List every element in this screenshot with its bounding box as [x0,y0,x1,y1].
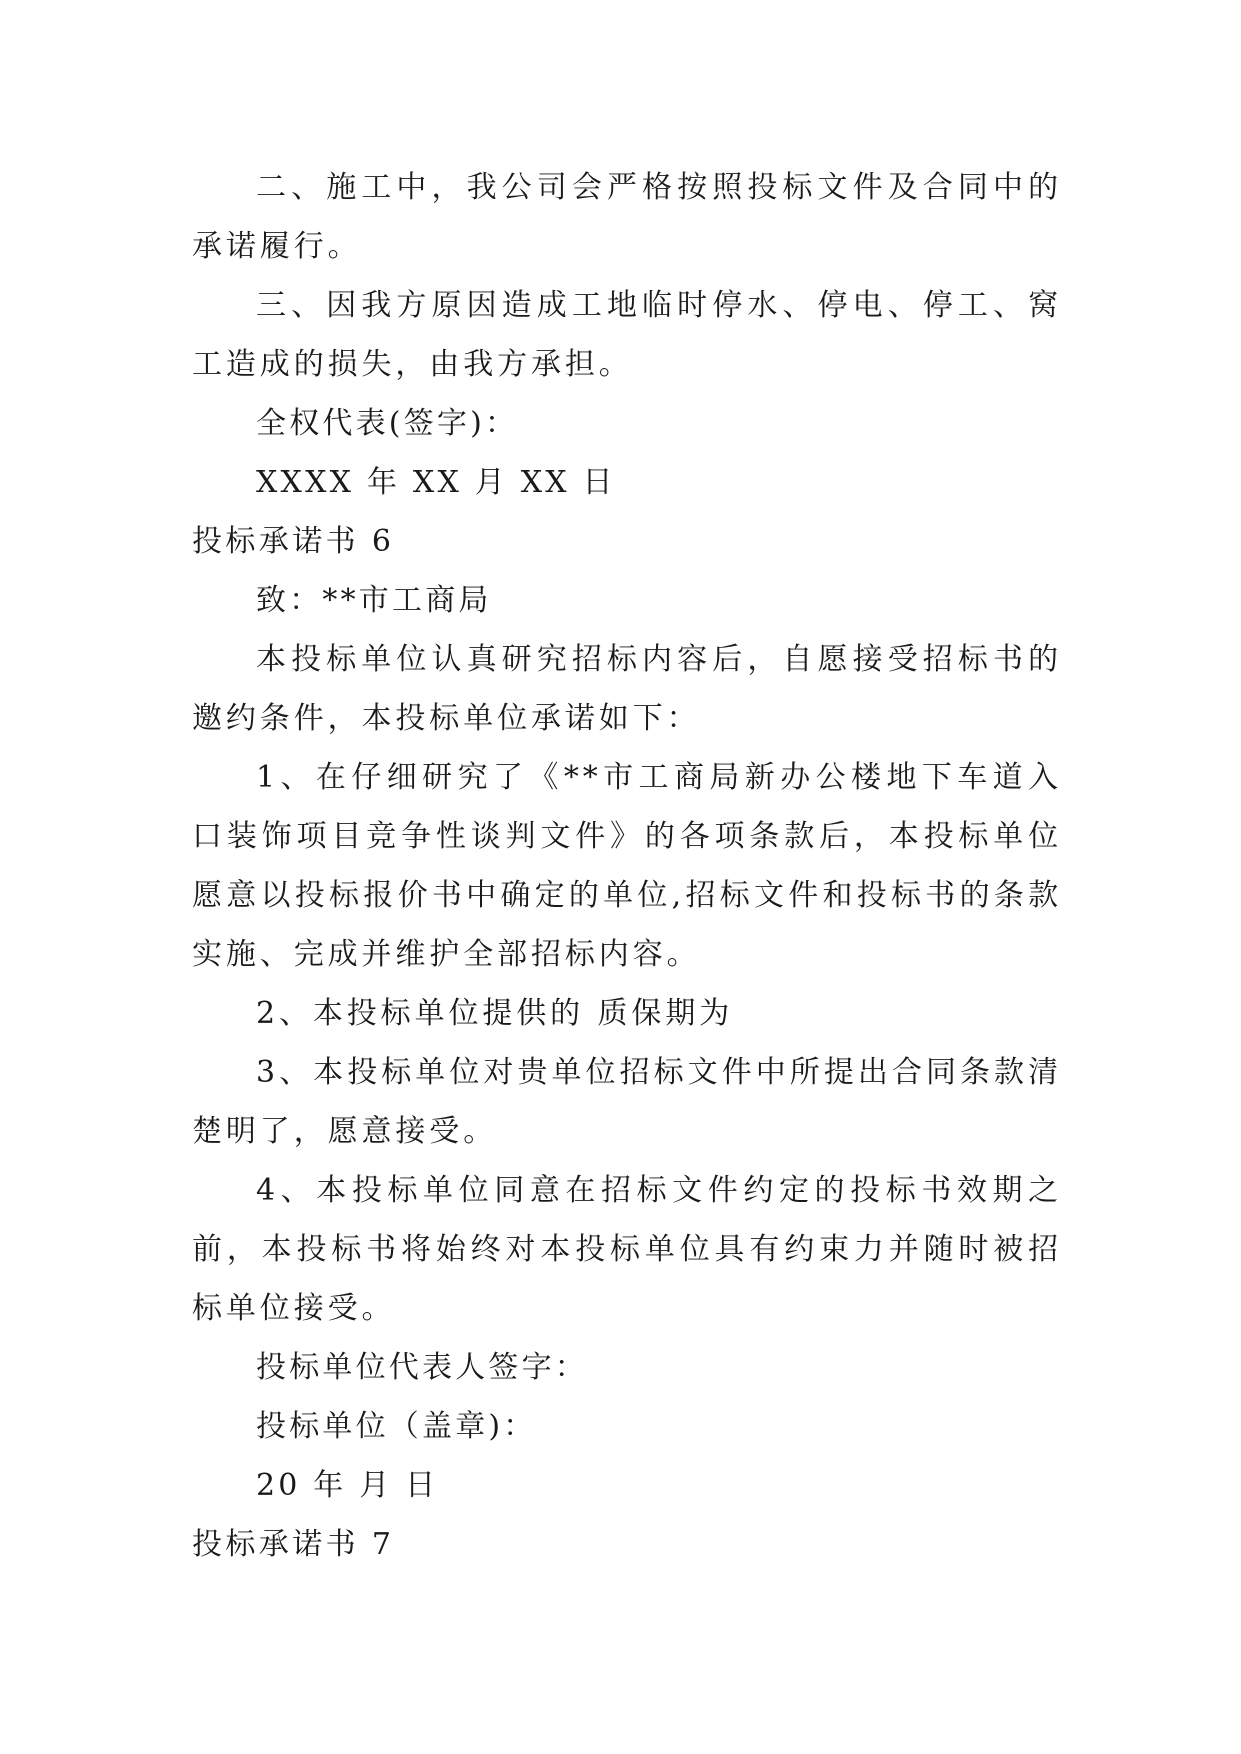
signature-line-authorized-representative: 全权代表(签字)： [256,406,519,441]
signature-line-bidder-representative: 投标单位代表人签字： [256,1350,588,1385]
paragraph-item-1: 1、在仔细研究了《**市工商局新办公楼地下车道入口装饰项目竞争性谈判文件》的各项条款后，本投标单位愿意以投标报价书中确定的单位,招标文件和投标书的条款实施、完成并维护全部招标内容。 [192,760,1062,972]
document-body [192,158,1062,1574]
paragraph-item-2: 2、本投标单位提供的 质保期为 [256,996,734,1031]
section-heading-6: 投标承诺书 6 [192,524,395,559]
addressee-line: 致：**市工商局 [256,583,492,618]
paragraph-construction-commitment: 二、施工中，我公司会严格按照投标文件及合同中的承诺履行。 [192,170,1062,264]
section-heading-7: 投标承诺书 7 [192,1527,395,1562]
paragraph-item-3: 3、本投标单位对贵单位招标文件中所提出合同条款清楚明了，愿意接受。 [192,1055,1062,1149]
paragraph-intro: 本投标单位认真研究招标内容后，自愿接受招标书的邀约条件，本投标单位承诺如下： [192,642,1062,736]
date-line-blank: 20 年 月 日 [256,1468,439,1503]
date-line: XXXX 年 XX 月 XX 日 [256,465,616,500]
signature-line-bidder-seal: 投标单位（盖章)： [256,1409,537,1444]
paragraph-loss-liability: 三、因我方原因造成工地临时停水、停电、停工、窝工造成的损失，由我方承担。 [192,288,1062,382]
paragraph-item-4: 4、本投标单位同意在招标文件约定的投标书效期之前，本投标书将始终对本投标单位具有约束力并随时被招标单位接受。 [192,1173,1062,1326]
